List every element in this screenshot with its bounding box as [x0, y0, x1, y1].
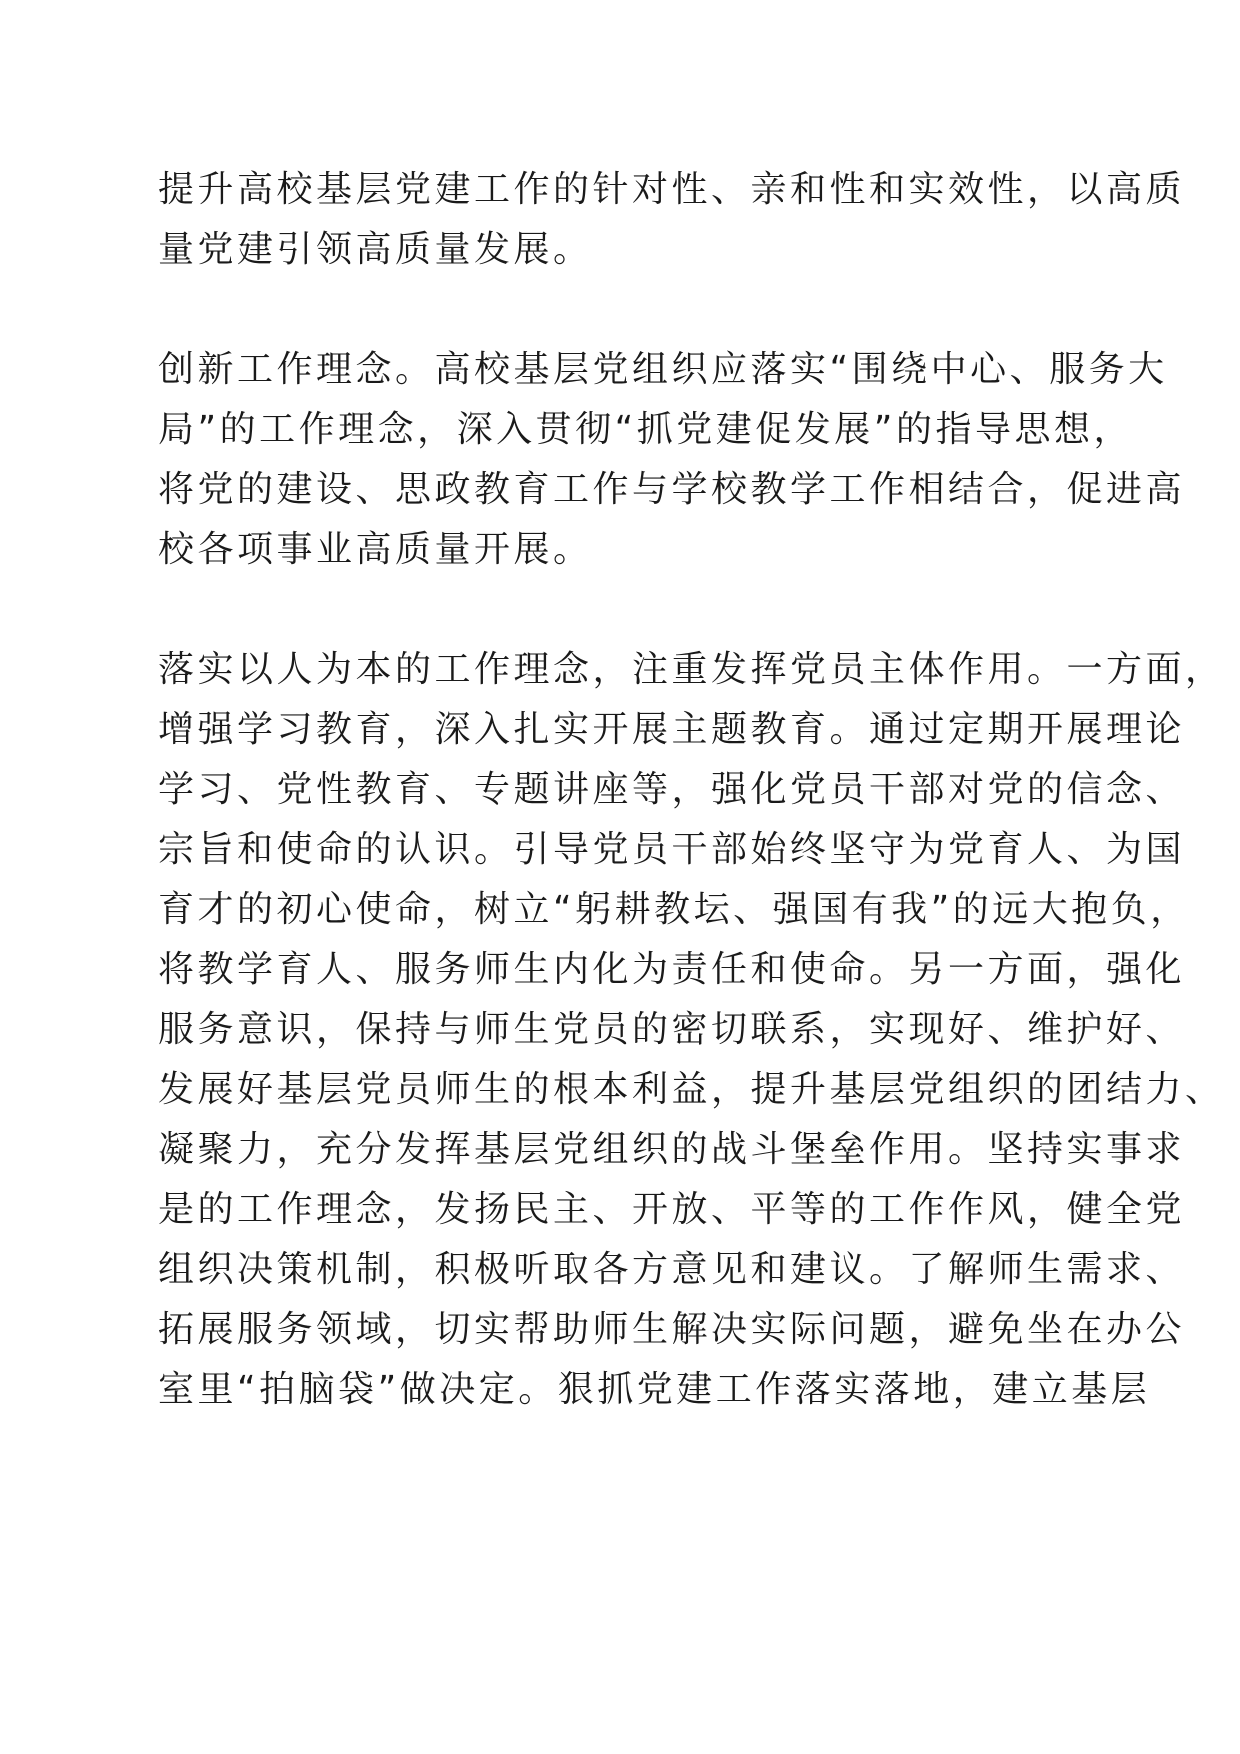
paragraph-3-line-2: 增强学习教育，深入扎实开展主题教育。通过定期开展理论	[158, 709, 1186, 750]
paragraph-3-line-1: 落实以人为本的工作理念，注重发挥党员主体作用。一方面，	[158, 649, 1225, 690]
paragraph-3-line-7: 服务意识，保持与师生党员的密切联系，实现好、维护好、	[158, 1009, 1186, 1050]
paragraph-3-line-11: 组织决策机制，积极听取各方意见和建议。了解师生需求、	[158, 1249, 1186, 1290]
paragraph-3-line-12: 拓展服务领域，切实帮助师生解决实际问题，避免坐在办公	[158, 1309, 1186, 1350]
paragraph-3-line-10: 是的工作理念，发扬民主、开放、平等的工作作风，健全党	[158, 1189, 1186, 1230]
paragraph-3-line-13: 室里“拍脑袋”做决定。狠抓党建工作落实落地，建立基层	[158, 1369, 1151, 1410]
paragraph-3-line-5: 育才的初心使命，树立“躬耕教坛、强国有我”的远大抱负，	[158, 889, 1190, 930]
paragraph-2-line-1: 创新工作理念。高校基层党组织应落实“围绕中心、服务大	[158, 349, 1168, 390]
paragraph-2-line-3: 将党的建设、思政教育工作与学校教学工作相结合，促进高	[158, 469, 1186, 510]
paragraph-3-line-4: 宗旨和使命的认识。引导党员干部始终坚守为党育人、为国	[158, 829, 1186, 870]
paragraph-2-line-4: 校各项事业高质量开展。	[158, 529, 593, 570]
paragraph-3-line-9: 凝聚力，充分发挥基层党组织的战斗堡垒作用。坚持实事求	[158, 1129, 1186, 1170]
paragraph-1-line-2: 量党建引领高质量发展。	[158, 229, 593, 270]
paragraph-3-line-6: 将教学育人、服务师生内化为责任和使命。另一方面，强化	[158, 949, 1186, 990]
paragraph-3-line-8: 发展好基层党员师生的根本利益，提升基层党组织的团结力、	[158, 1069, 1225, 1110]
paragraph-3-line-3: 学习、党性教育、专题讲座等，强化党员干部对党的信念、	[158, 769, 1186, 810]
paragraph-2-line-2: 局”的工作理念，深入贯彻“抓党建促发展”的指导思想，	[158, 409, 1133, 450]
paragraph-1-line-1: 提升高校基层党建工作的针对性、亲和性和实效性，以高质	[158, 169, 1186, 210]
